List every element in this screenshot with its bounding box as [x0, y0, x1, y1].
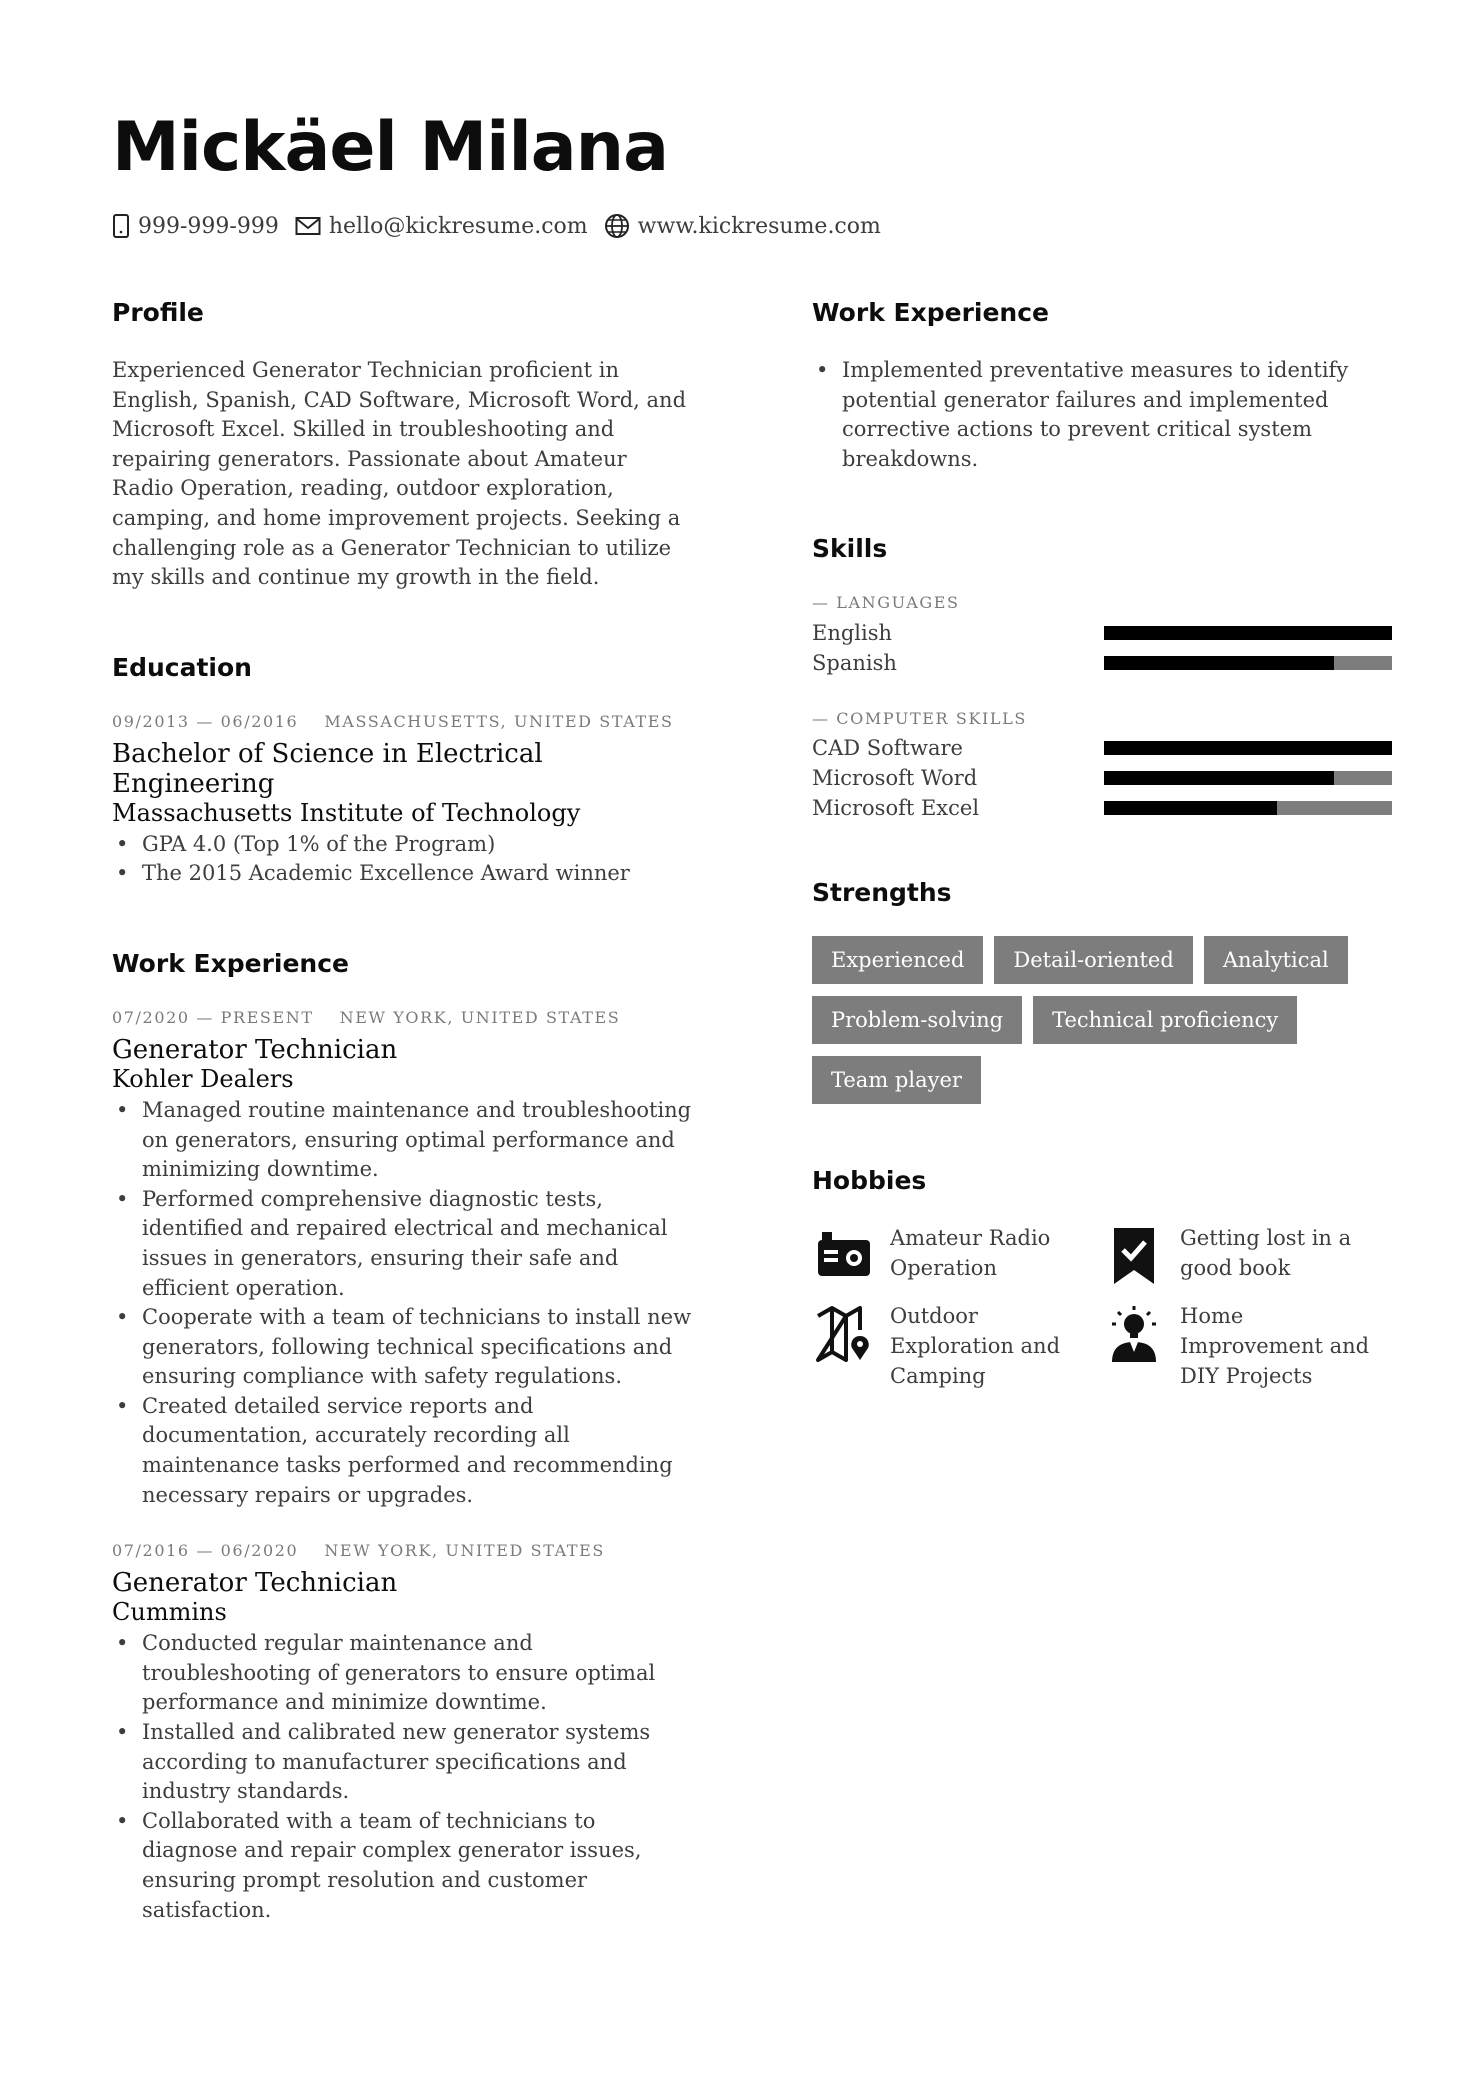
- contact-phone: [112, 214, 279, 239]
- list-item: • GPA 4.0 (Top 1% of the Program): [112, 830, 692, 860]
- education-bullets: [112, 830, 692, 889]
- skill-row: [812, 618, 1392, 648]
- strength-tag: Analytical: [1204, 936, 1348, 984]
- skill-level-bar: [1104, 771, 1392, 785]
- skills-title: Skills: [812, 534, 888, 564]
- strength-tag: Problem-solving: [812, 996, 1022, 1044]
- work-experience-title: Work Experience: [112, 948, 349, 978]
- skill-row: [812, 734, 1392, 764]
- job-dates: 07/2020 — PRESENT: [112, 1007, 314, 1027]
- strength-tag: Team player: [812, 1056, 981, 1104]
- candidate-name: Mickäel Milana: [112, 108, 668, 187]
- list-item: • Cooperate with a team of technicians to install new generators, following technical specifications and ensuring compliance with safety regulations.: [112, 1303, 692, 1392]
- email-text[interactable]: hello@kickresume.com: [328, 213, 588, 239]
- list-item: • Installed and calibrated new generator systems according to manufacturer specifications and industry standards.: [112, 1718, 692, 1807]
- education-meta: [112, 711, 692, 733]
- skill-level-fill: [1104, 741, 1392, 755]
- school-name: Massachusetts Institute of Technology: [112, 798, 581, 827]
- skill-level-fill: [1104, 801, 1277, 815]
- skill-row: [812, 648, 1392, 678]
- skill-group: [812, 708, 1392, 823]
- phone-icon: [112, 214, 130, 238]
- education-title: Education: [112, 652, 252, 682]
- job-bullets-continued: [812, 356, 1392, 474]
- hobby-label: Home Improvement and DIY Projects: [1180, 1304, 1370, 1388]
- contact-email[interactable]: [295, 214, 588, 239]
- book-bookmark-icon: [1102, 1224, 1166, 1288]
- list-item: • The 2015 Academic Excellence Award winner: [112, 859, 692, 889]
- strength-tag: Detail-oriented: [994, 936, 1192, 984]
- skill-level-bar: [1104, 656, 1392, 670]
- job-role: Generator Technician: [112, 1034, 398, 1065]
- skills-groups: [812, 592, 1392, 822]
- contact-bar: [112, 210, 897, 242]
- education-location: MASSACHUSETTS, UNITED STATES: [324, 711, 674, 731]
- job-dates: 07/2016 — 06/2020: [112, 1541, 299, 1561]
- hobbies-title: Hobbies: [812, 1166, 927, 1196]
- job-item: [112, 1540, 692, 1925]
- strength-tags: [812, 936, 1372, 1116]
- hobby-item: [1102, 1302, 1392, 1391]
- work-experience-continued-section: [812, 296, 1392, 474]
- hobby-item: [812, 1302, 1102, 1391]
- globe-icon: [604, 213, 630, 239]
- hobbies-section: [812, 1164, 1392, 1391]
- contact-website[interactable]: [604, 213, 881, 239]
- job-company: Kohler Dealers: [112, 1064, 294, 1093]
- hobby-label: Outdoor Exploration and Camping: [890, 1304, 1061, 1388]
- skill-name: CAD Software: [812, 736, 963, 761]
- left-column: [112, 296, 692, 1925]
- list-item: • Created detailed service reports and documentation, accurately recording all maintenance tasks performed and recommending necessary repairs or upgrades.: [112, 1392, 692, 1510]
- education-dates: 09/2013 — 06/2016: [112, 711, 299, 731]
- hobby-label: Getting lost in a good book: [1180, 1226, 1352, 1280]
- strength-tag: Experienced: [812, 936, 983, 984]
- skill-name: Microsoft Excel: [812, 795, 980, 820]
- skill-name: Microsoft Word: [812, 765, 978, 790]
- work-experience-title-right: Work Experience: [812, 298, 1049, 327]
- skill-group-label: — COMPUTER SKILLS: [812, 708, 1027, 728]
- hobby-item: [812, 1224, 1102, 1288]
- skill-level-bar: [1104, 626, 1392, 640]
- hobby-label: Amateur Radio Operation: [890, 1226, 1051, 1280]
- list-item: • Implemented preventative measures to identify potential generator failures and implemented corrective actions to prevent critical system breakdowns.: [812, 356, 1392, 474]
- job-company: Cummins: [112, 1598, 227, 1627]
- skill-level-fill: [1104, 771, 1334, 785]
- list-item: • Managed routine maintenance and troubleshooting on generators, ensuring optimal performance and minimizing downtime.: [112, 1096, 692, 1185]
- degree-title: Bachelor of Science in Electrical Engineering: [112, 738, 543, 799]
- phone-text: 999-999-999: [138, 213, 279, 239]
- website-text[interactable]: www.kickresume.com: [637, 213, 881, 239]
- education-section: [112, 651, 692, 889]
- list-item: • Performed comprehensive diagnostic tests, identified and repaired electrical and mechanical issues in generators, ensuring their safe and efficient operation.: [112, 1185, 692, 1303]
- job-meta: [112, 1007, 692, 1029]
- job-meta: [112, 1540, 692, 1562]
- job-bullets: [112, 1629, 692, 1925]
- job-item: [112, 1007, 692, 1510]
- list-item: • Collaborated with a team of technicians to diagnose and repair complex generator issues, ensuring prompt resolution and customer satisfaction.: [112, 1807, 692, 1925]
- job-role: Generator Technician: [112, 1568, 398, 1599]
- work-experience-section: [112, 947, 692, 1925]
- job-location: NEW YORK, UNITED STATES: [339, 1007, 621, 1027]
- skill-level-bar: [1104, 741, 1392, 755]
- skill-row: [812, 793, 1392, 823]
- skill-row: [812, 763, 1392, 793]
- hobbies-grid: [812, 1224, 1392, 1391]
- mail-icon: [295, 216, 321, 236]
- strengths-section: [812, 876, 1392, 1116]
- job-bullets: [112, 1096, 692, 1510]
- worker-idea-icon: [1102, 1302, 1166, 1366]
- skill-group: [812, 592, 1392, 677]
- profile-title: Profile: [112, 298, 204, 327]
- profile-text: Experienced Generator Technician proficient in English, Spanish, CAD Software, Microsoft Word, and Microsoft Excel. Skilled in troubleshooting and repairing generators. Passionate about Amateur Radio Operation, reading, outdoor exploration, camping, and home improvement projects. Seeking a challenging role as a Generator Technician to utilize my skills and continue my growth in the field.: [112, 358, 687, 590]
- strength-tag: Technical proficiency: [1033, 996, 1297, 1044]
- radio-icon: [812, 1224, 876, 1288]
- skill-name: Spanish: [812, 650, 897, 675]
- skill-level-bar: [1104, 801, 1392, 815]
- skill-level-fill: [1104, 626, 1392, 640]
- skill-name: English: [812, 621, 893, 646]
- profile-section: [112, 296, 692, 593]
- list-item: • Conducted regular maintenance and troubleshooting of generators to ensure optimal performance and minimize downtime.: [112, 1629, 692, 1718]
- strengths-title: Strengths: [812, 878, 952, 908]
- hobby-item: [1102, 1224, 1392, 1288]
- skill-level-fill: [1104, 656, 1334, 670]
- right-column: [812, 296, 1392, 1391]
- job-location: NEW YORK, UNITED STATES: [324, 1541, 605, 1561]
- map-pin-icon: [812, 1302, 876, 1366]
- education-item: [112, 711, 692, 889]
- skill-group-label: — LANGUAGES: [812, 593, 960, 613]
- skills-section: [812, 532, 1392, 822]
